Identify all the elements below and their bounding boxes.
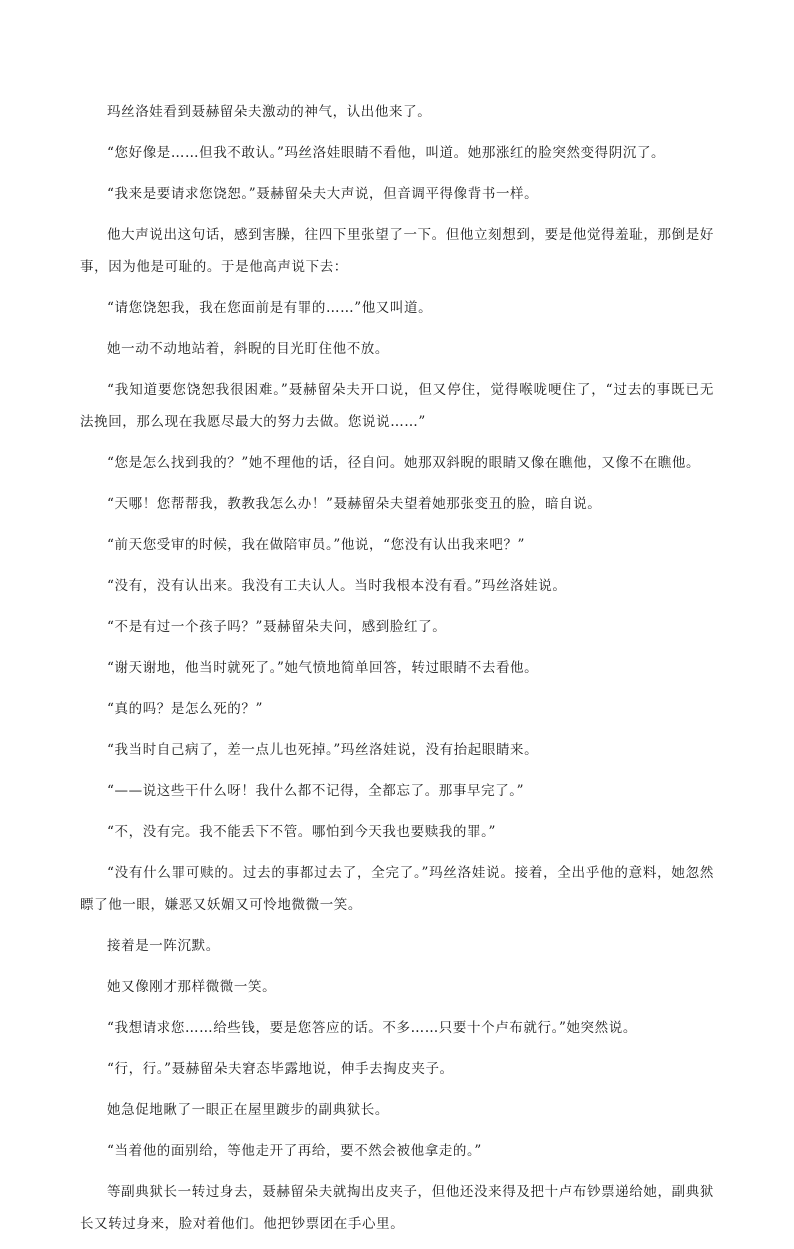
paragraph: “请您饶恕我，我在您面前是有罪的……”他又叫道。 bbox=[107, 300, 433, 316]
paragraph: “当着他的面别给，等他走开了再给，要不然会被他拿走的。” bbox=[107, 1143, 482, 1159]
paragraph: “不是有过一个孩子吗？”聂赫留朵夫问，感到脸红了。 bbox=[107, 619, 447, 635]
paragraph: 她急促地瞅了一眼正在屋里踱步的副典狱长。 bbox=[107, 1102, 389, 1118]
paragraph: 等副典狱长一转过身去，聂赫留朵夫就掏出皮夹子，但他还没来得及把十卢布钞票递给她，副典狱长又转过身来，脸对着他们。他把钞票团在手心里。 bbox=[80, 1184, 714, 1232]
paragraph: 玛丝洛娃看到聂赫留朵夫激动的神气，认出他来了。 bbox=[107, 104, 432, 120]
paragraph: “没有，没有认出来。我没有工夫认人。当时我根本没有看。”玛丝洛娃说。 bbox=[107, 578, 567, 594]
paragraph: “——说这些干什么呀！我什么都不记得，全都忘了。那事早完了。” bbox=[107, 783, 525, 799]
paragraph: “没有什么罪可赎的。过去的事都过去了，全完了。”玛丝洛娃说。接着，全出乎他的意料，她忽然瞟了他一眼，嫌恶又妖媚又可怜地微微一笑。 bbox=[80, 865, 714, 913]
paragraph: 她一动不动地站着，斜睨的目光盯住他不放。 bbox=[107, 341, 389, 357]
paragraph: “天哪！您帮帮我，教教我怎么办！”聂赫留朵夫望着她那张变丑的脸，暗自说。 bbox=[107, 496, 602, 512]
paragraph: “我来是要请求您饶恕。”聂赫留朵夫大声说，但音调平得像背书一样。 bbox=[107, 186, 539, 202]
paragraph: “您是怎么找到我的？”她不理他的话，径自问。她那双斜睨的眼睛又像在瞧他，又像不在瞧他。 bbox=[107, 455, 701, 471]
paragraph: 接着是一阵沉默。 bbox=[107, 938, 220, 954]
paragraph: “我知道要您饶恕我很困难。”聂赫留朵夫开口说，但又停住，觉得喉咙哽住了，“过去的事既已无法挽回，那么现在我愿尽最大的努力去做。您说说……” bbox=[80, 382, 714, 430]
paragraph: “我当时自己病了，差一点儿也死掉。”玛丝洛娃说，没有抬起眼睛来。 bbox=[107, 742, 539, 758]
paragraph: “真的吗？是怎么死的？” bbox=[107, 701, 264, 717]
paragraph: “行，行。”聂赫留朵夫窘态毕露地说，伸手去掏皮夹子。 bbox=[107, 1061, 454, 1077]
paragraph: 他大声说出这句话，感到害臊，往四下里张望了一下。但他立刻想到，要是他觉得羞耻，那倒是好事，因为他是可耻的。于是他高声说下去： bbox=[80, 227, 714, 275]
paragraph: “谢天谢地，他当时就死了。”她气愤地简单回答，转过眼睛不去看他。 bbox=[107, 660, 539, 676]
paragraph: “我想请求您……给些钱，要是您答应的话。不多……只要十个卢布就行。”她突然说。 bbox=[107, 1020, 637, 1036]
paragraph: “您好像是……但我不敢认。”玛丝洛娃眼睛不看他，叫道。她那涨红的脸突然变得阴沉了。 bbox=[107, 145, 666, 161]
document-body bbox=[80, 96, 714, 1249]
paragraph: “不，没有完。我不能丢下不管。哪怕到今天我也要赎我的罪。” bbox=[107, 824, 496, 840]
paragraph: 她又像刚才那样微微一笑。 bbox=[107, 979, 277, 995]
paragraph: “前天您受审的时候，我在做陪审员。”他说，“您没有认出我来吧？” bbox=[107, 537, 526, 553]
